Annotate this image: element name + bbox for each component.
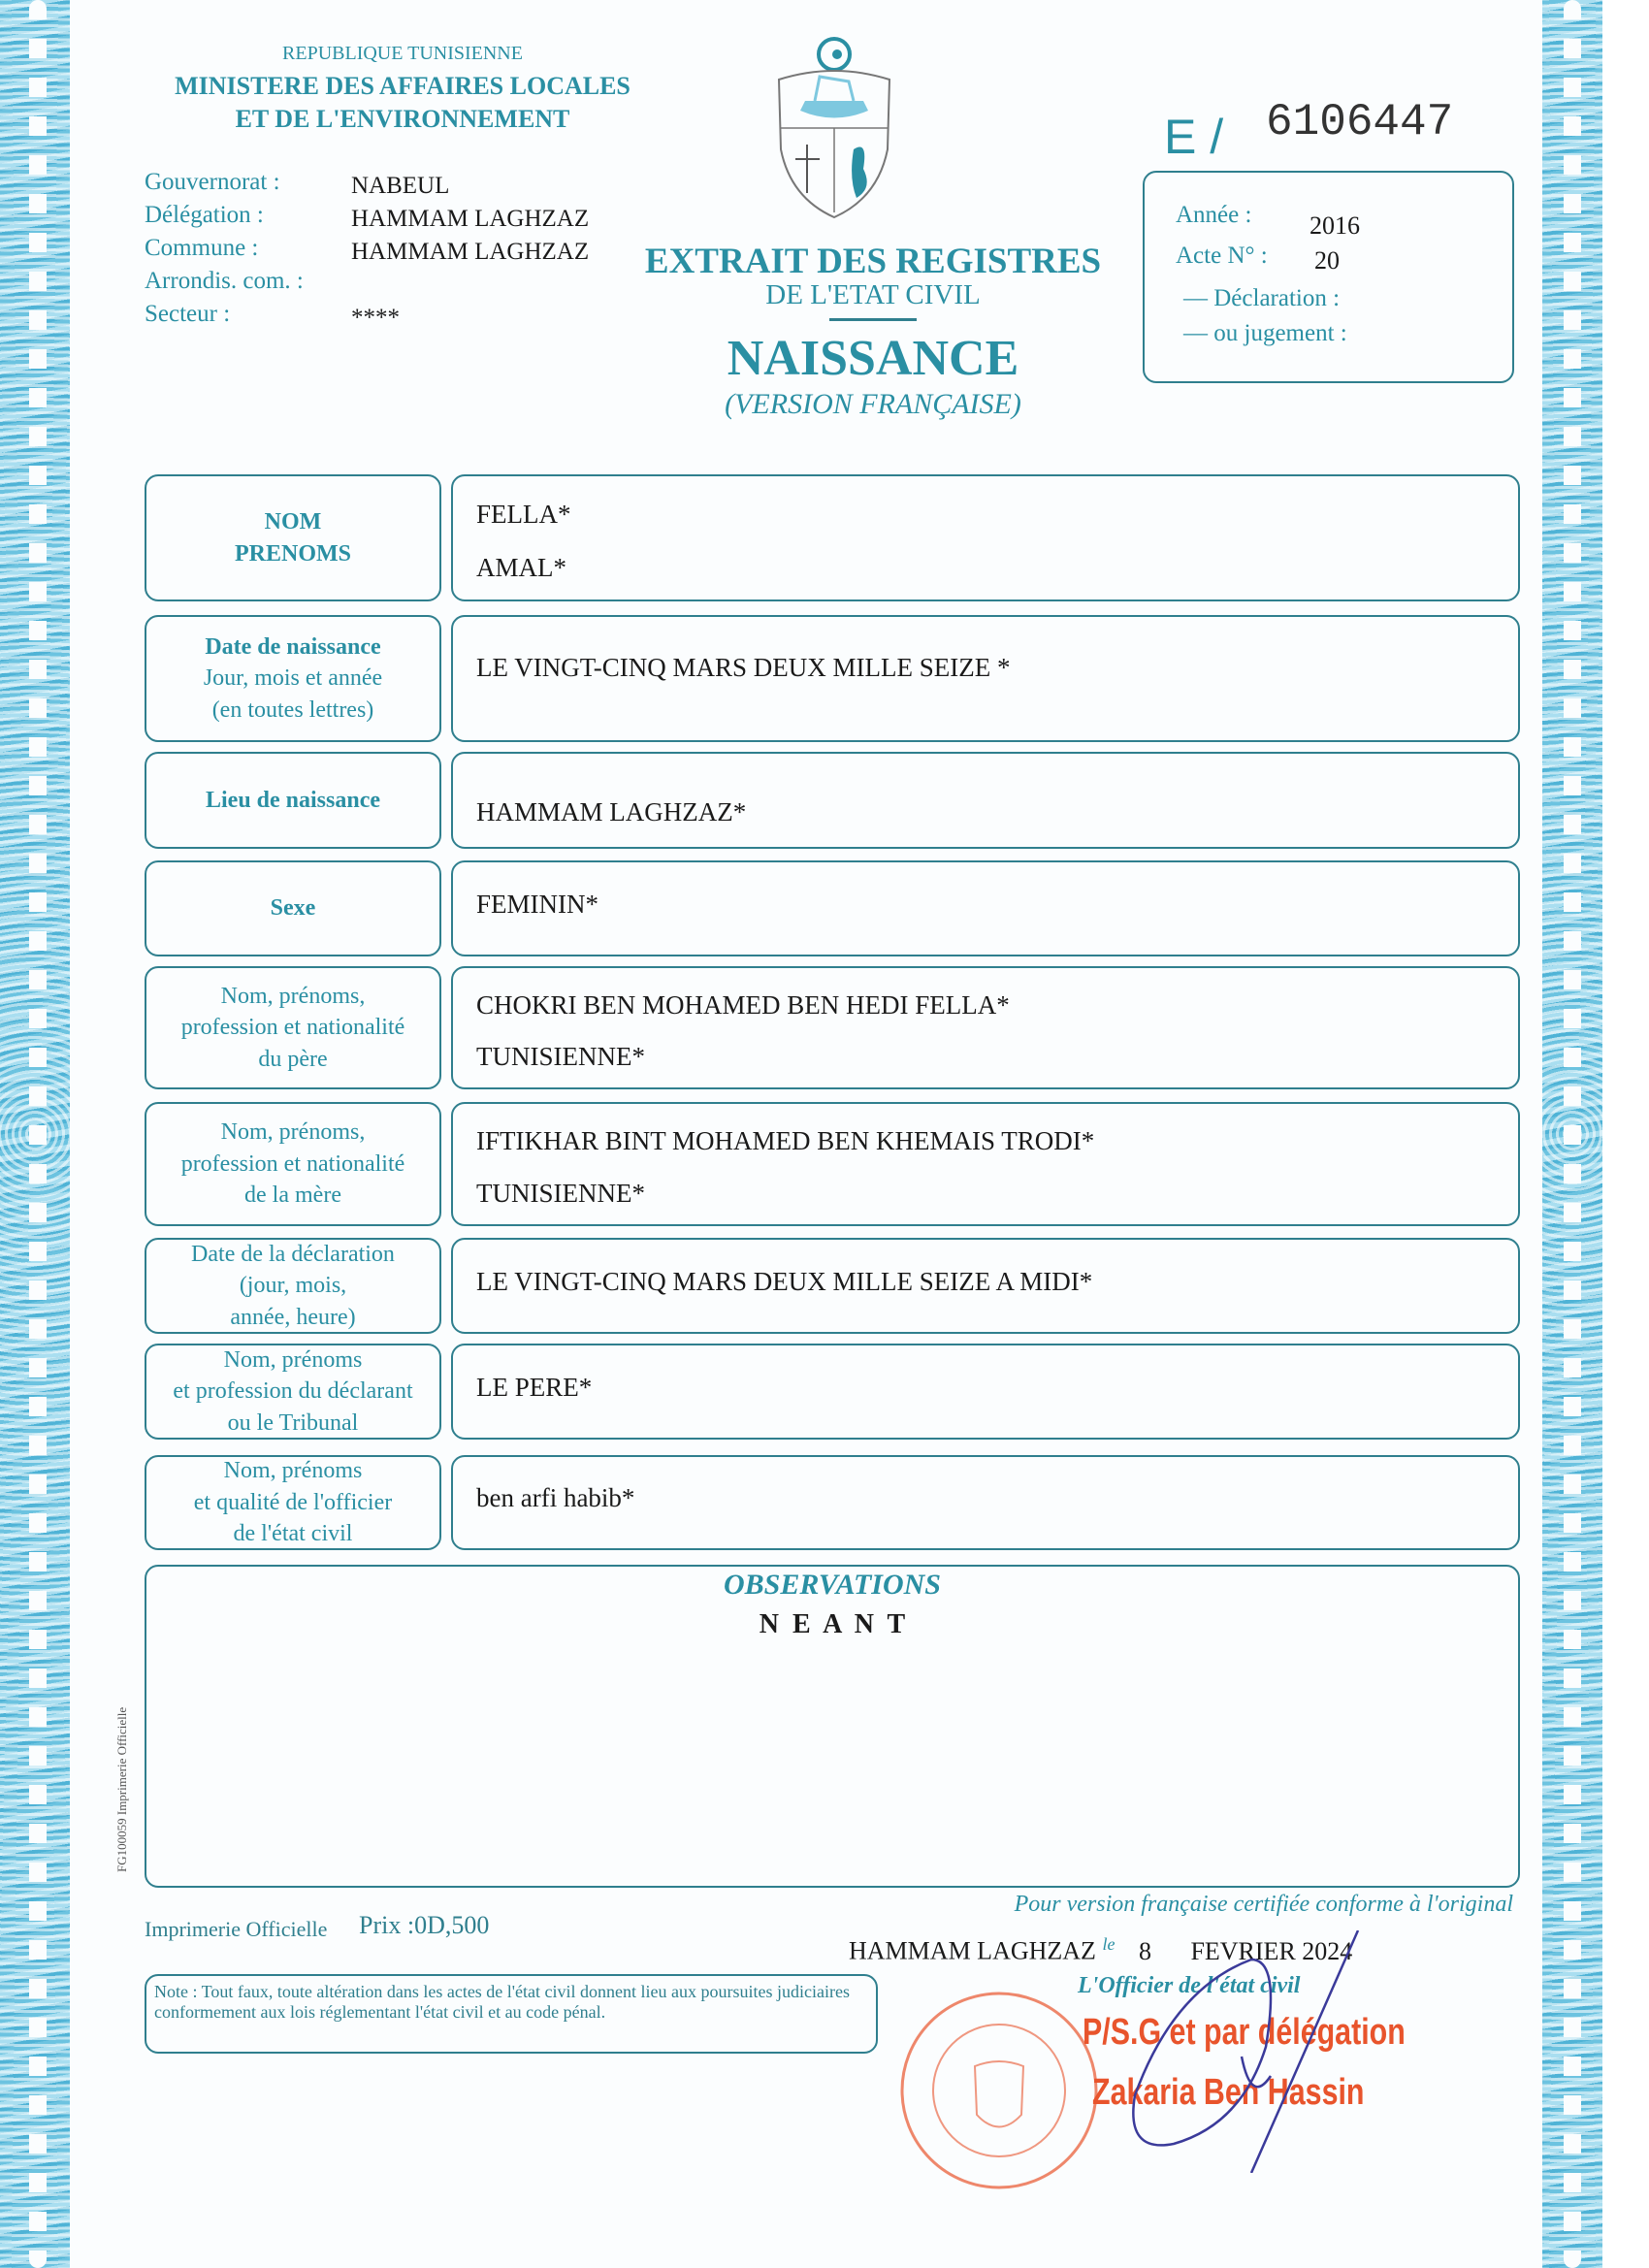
row-label: Date de la déclaration <box>191 1241 395 1267</box>
row-value: TUNISIENNE* <box>476 1042 645 1072</box>
row-label: Nom, prénoms <box>223 1346 363 1373</box>
row-value-box <box>451 1238 1520 1334</box>
field-label: Commune : <box>145 235 259 261</box>
row-value: TUNISIENNE* <box>476 1178 645 1208</box>
observations-box <box>145 1565 1520 1888</box>
row-value: CHOKRI BEN MOHAMED BEN HEDI FELLA* <box>476 989 1010 1020</box>
row-value: LE PERE* <box>476 1372 593 1402</box>
annee-value: 2016 <box>1310 211 1360 240</box>
field-label: Délégation : <box>145 202 264 228</box>
price-label: Prix :0D,500 <box>359 1911 490 1939</box>
row-label-box <box>145 1344 441 1440</box>
row-label: et profession du déclarant <box>173 1378 413 1405</box>
field-label: Secteur : <box>145 301 231 327</box>
delegation-stamp: P/S.G et par délégation <box>1083 2012 1406 2053</box>
row-value: LE VINGT-CINQ MARS DEUX MILLE SEIZE * <box>476 652 1011 682</box>
row-value: FEMININ* <box>476 889 598 919</box>
field-label: Gouvernorat : <box>145 169 280 195</box>
decorative-right-border <box>1542 0 1602 2268</box>
printer-label: Imprimerie Officielle <box>145 1917 328 1941</box>
row-value-box <box>451 860 1520 956</box>
row-label-box <box>145 1238 441 1334</box>
row-label-box <box>145 752 441 849</box>
row-label-box <box>145 1455 441 1550</box>
annee-label: Année : <box>1176 202 1252 228</box>
place: HAMMAM LAGHZAZ <box>849 1936 1096 1965</box>
version-label: (VERSION FRANÇAISE) <box>725 388 1021 420</box>
jugement-label: — ou jugement : <box>1183 320 1347 346</box>
row-label: Date de naissance <box>205 633 381 660</box>
note-text: Note : Tout faux, toute altération dans les actes de l'état civil donnent lieu aux poursuites judiciaires conformement aux lois réglementant l'état civil et au code pénal. <box>154 1982 850 2022</box>
row-label: du père <box>258 1046 328 1072</box>
row-value: IFTIKHAR BINT MOHAMED BEN KHEMAIS TRODI* <box>476 1126 1095 1156</box>
row-label: Jour, mois et année <box>203 665 383 692</box>
row-value-box <box>451 1344 1520 1440</box>
decorative-left-border <box>0 0 70 2268</box>
month-year: FEVRIER 2024 <box>1190 1936 1353 1965</box>
row-label: Nom, prénoms, <box>220 983 366 1009</box>
row-value: LE VINGT-CINQ MARS DEUX MILLE SEIZE A MIDI* <box>476 1266 1093 1296</box>
row-value-box <box>451 1455 1520 1550</box>
republic-label: REPUBLIQUE TUNISIENNE <box>282 43 523 64</box>
field-label: Arrondis. com. : <box>145 268 304 294</box>
field-value: HAMMAM LAGHZAZ <box>351 206 590 232</box>
row-label: ou le Tribunal <box>227 1409 359 1436</box>
document-title: EXTRAIT DES REGISTRES <box>644 242 1102 281</box>
ministry-line: MINISTERE DES AFFAIRES LOCALES <box>175 72 630 100</box>
row-label: Nom, prénoms <box>223 1458 363 1484</box>
tunisia-emblem-icon <box>771 33 897 222</box>
certified-label: Pour version française certifiée conforme à l'original <box>1014 1892 1513 1917</box>
row-label: NOM <box>264 509 322 535</box>
row-label: année, heure) <box>230 1304 356 1330</box>
row-label: Sexe <box>270 895 316 922</box>
row-label-box <box>145 474 441 601</box>
acte-value: 20 <box>1314 246 1340 275</box>
row-label: Nom, prénoms, <box>220 1119 366 1146</box>
row-value: AMAL* <box>476 552 566 582</box>
row-label-box <box>145 860 441 956</box>
document-subtitle: DE L'ETAT CIVIL <box>765 279 981 310</box>
row-label: PRENOMS <box>235 540 351 567</box>
row-label: profession et nationalité <box>180 1015 405 1041</box>
field-value: HAMMAM LAGHZAZ <box>351 239 590 265</box>
row-label: Lieu de naissance <box>205 787 381 813</box>
row-value: HAMMAM LAGHZAZ* <box>476 797 747 826</box>
row-value-box <box>451 1102 1520 1226</box>
acte-label: Acte N° : <box>1176 243 1268 269</box>
row-label: profession et nationalité <box>180 1150 405 1177</box>
observations-title: OBSERVATIONS <box>724 1569 941 1601</box>
field-value: NABEUL <box>351 173 450 199</box>
note-box <box>145 1974 878 2054</box>
row-value: FELLA* <box>476 499 571 529</box>
divider <box>829 318 917 321</box>
row-value-box <box>451 752 1520 849</box>
row-label-box <box>145 615 441 742</box>
observations-value: N E A N T <box>759 1609 906 1639</box>
day: 8 <box>1138 1936 1151 1965</box>
row-label: (jour, mois, <box>239 1273 347 1299</box>
registry-box <box>1143 171 1514 383</box>
field-value: **** <box>351 305 400 331</box>
row-label: de l'état civil <box>233 1521 353 1547</box>
declaration-label: — Déclaration : <box>1183 285 1341 311</box>
row-value: ben arfi habib* <box>476 1483 635 1513</box>
serial-number: 6106447 <box>1266 97 1454 147</box>
ministry-line: ET DE L'ENVIRONNEMENT <box>235 105 570 133</box>
act-type: NAISSANCE <box>727 331 1019 386</box>
row-label-box <box>145 1102 441 1226</box>
serial-prefix: E / <box>1164 110 1224 164</box>
ministry-name <box>136 70 669 136</box>
row-label: de la mère <box>244 1183 341 1209</box>
row-value-box <box>451 615 1520 742</box>
row-label: (en toutes lettres) <box>211 697 374 723</box>
officer-name-stamp: Zakaria Ben Hassin <box>1092 2072 1365 2113</box>
row-label-box <box>145 966 441 1089</box>
side-imprint: FG100059 Imprimerie Officielle <box>114 1706 129 1872</box>
row-label: et qualité de l'officier <box>193 1489 393 1515</box>
officer-title: L'Officier de l'état civil <box>1078 1973 1301 1998</box>
signature-icon <box>1057 1930 1445 2173</box>
le-label: le <box>1102 1934 1116 1954</box>
row-value-box <box>451 474 1520 601</box>
row-value-box <box>451 966 1520 1089</box>
